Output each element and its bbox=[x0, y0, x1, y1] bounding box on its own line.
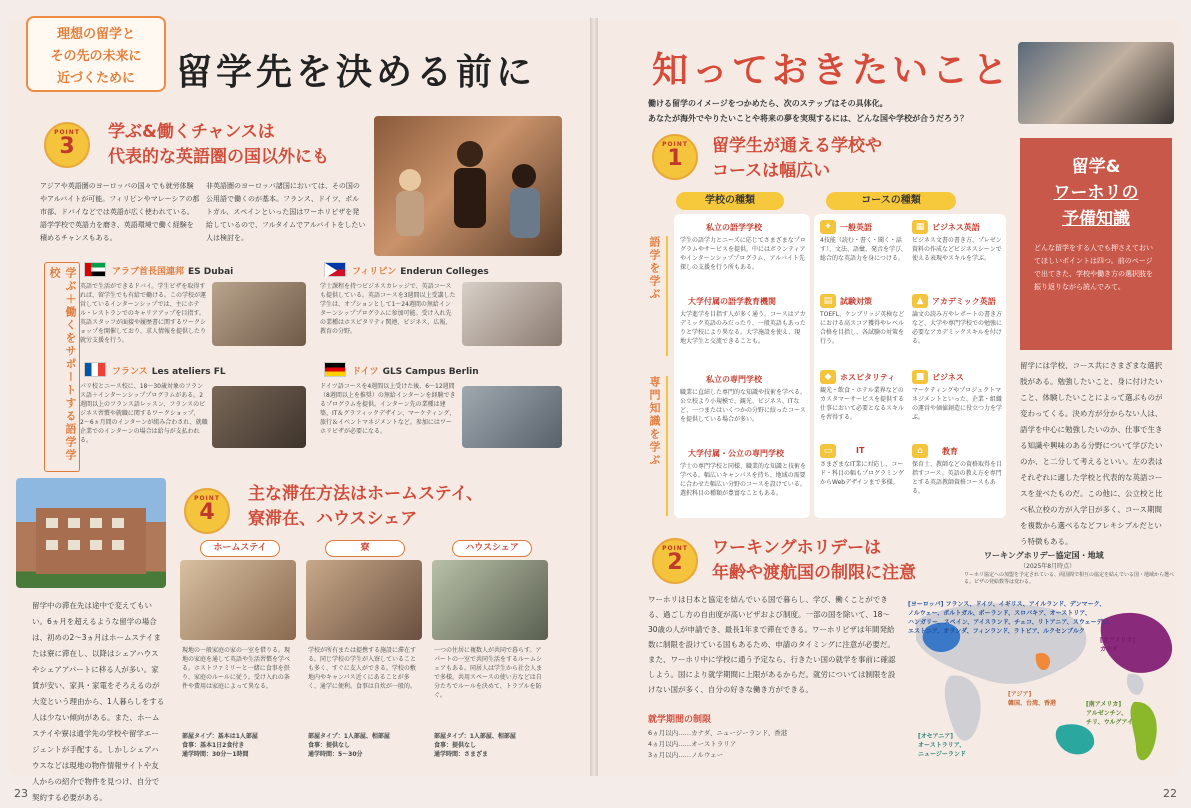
page-number-right: 22 bbox=[1163, 787, 1177, 800]
section-tag: 理想の留学と その先の未来に 近づくために bbox=[26, 16, 166, 92]
briefcase-icon: ■ bbox=[912, 370, 928, 384]
map-title: ワーキングホリデー協定国・地域 bbox=[984, 551, 1104, 560]
course-business-desc: マーケティングやプロジェクトマネジメントといった、企業・組織の運営や価値創造に役立つ力を学ぶ。 bbox=[912, 387, 1003, 421]
houseshare-details: 部屋タイプ：1人部屋、相部屋 食事：提供なし 通学時間：さまざま bbox=[434, 733, 516, 758]
point-2-heading: ワーキングホリデーは 年齢や渡航国の制限に注意 bbox=[712, 538, 916, 583]
point-4-heading: 主な滞在方法はホームステイ、 寮滞在、ハウスシェア bbox=[248, 484, 483, 529]
building-icon: ▦ bbox=[912, 220, 928, 234]
page-number-left: 23 bbox=[14, 787, 28, 800]
course-business-english-desc: ビジネス文書の書き方、プレゼン資料の作成などビジネスシーンで使える表現やスキルを学ぶ。 bbox=[912, 237, 1002, 262]
side-label-professional: 専門知識を学ぶ bbox=[646, 376, 668, 516]
school-type-university-language: 大学付属の語学教育機関 bbox=[688, 297, 776, 306]
point-3-heading: 学ぶ&働くチャンスは 代表的な英語圏の国以外にも bbox=[108, 122, 329, 167]
side-label-language: 語学を学ぶ bbox=[646, 236, 668, 356]
south-america-region bbox=[1131, 702, 1157, 760]
study-limit-title: 就学期間の制限 bbox=[648, 715, 712, 725]
ateliers-photo bbox=[212, 386, 306, 448]
school-type-private-language: 私立の語学学校 bbox=[706, 223, 762, 232]
south-america-label: [南アメリカ] アルゼンチン、 チリ、ウルグアイ bbox=[1086, 701, 1133, 726]
point-3-badge: POINT 3 bbox=[44, 122, 90, 168]
school-type-public-vocational: 大学付属・公立の専門学校 bbox=[688, 449, 784, 458]
school-type-private-vocational-desc: 職業に直結した専門的な知識や技術を学べる。公立校より小規模で、観光、ビジネス、ITなど、一つまたはいくつかの分野に絞ったコースを提供している場合が多い。 bbox=[680, 389, 807, 423]
school-type-private-vocational: 私立の専門学校 bbox=[706, 375, 762, 384]
homestay-photo bbox=[180, 560, 296, 640]
oceania-label: [オセアニア] オーストラリア、 ニュージーランド bbox=[918, 733, 966, 758]
course-academic-english-desc: 論文の読み方やレポートの書き方など、大学や専門学校での勉強に必要なアカデミックスキルを付ける。 bbox=[912, 311, 1003, 345]
course-test-prep: 試験対策 bbox=[840, 297, 872, 306]
monitor-icon: ▭ bbox=[820, 444, 836, 458]
asia-label: [アジア] 韓国、台湾、香港 bbox=[1008, 691, 1057, 707]
school-types-header: 学校の種類 bbox=[676, 192, 784, 210]
building-art bbox=[16, 478, 166, 588]
homestay-desc: 現地の一般家庭の家の一室を借りる。現地の家庭を通して英語や生活習慣を学べる。ホストファミリーと一緒に食事を摂り、家庭のルールに従う。受け入れの条件や費用は家庭によって異なる。 bbox=[182, 647, 291, 690]
school-ateliers-desc: パリ校とニース校に、18〜30歳対象のフランス語＋インターンシッププログラムがある。2週間以上のフランス語レッスン、フランスのビジネス習慣や就職に関するワークショップ、2〜6ヵ月間のインターンが組み合わされ、就職企業でのインターンの場合は給与が支払われる。 bbox=[80, 383, 208, 444]
australia-region bbox=[1056, 724, 1094, 754]
uae-flag-icon bbox=[84, 262, 106, 277]
course-test-prep-desc: TOEFL、ケンブリッジ英検などにおける高スコア獲得やレベル合格を目指し、各試験の対策を行う。 bbox=[820, 311, 905, 345]
page-gutter bbox=[590, 18, 598, 776]
right-side-text: 留学には学校、コース共にさまざまな選択肢がある。勉強したいこと、身に付けたいこと、体験したいことによって選ぶものが変わってくる。決め方が分からない人は、語学を中心に勉強したいのか、仕事で生きる知識や興味のある分野について学びたいのか、と二分して考えるといい。左の表はそれぞれに適した学校と代表的な英語コースを並べたものだ。この他に、公立校と比べ私立校の方が入学日が多く、コース期間を複数から選べるなどフレキシブルだという特徴もある。 bbox=[1020, 361, 1163, 546]
apartment-building-photo bbox=[16, 478, 166, 588]
point-4-badge: POINT 4 bbox=[184, 488, 230, 534]
enderun-photo bbox=[462, 282, 562, 346]
school-es-dubai-desc: 英語で生活ができるドバイ。学生ビザを取得すれば、留学生でも有給で働ける。この学校が運営しているインターンシップでは、主にホテル・レストランでのキャリアアップを目指す。英語スタッフが面接や履歴書に関するワークショップを開催しており、求人情報を提供したり就労支援を行う。 bbox=[80, 283, 207, 344]
course-it-desc: さまざまなIT業に対応し、コード・科目の幅もプログラミングからWebデザインまで多様。 bbox=[820, 461, 904, 486]
point-2-badge: POINT 2 bbox=[652, 538, 698, 584]
map-date: （2025年8月時点） bbox=[1020, 563, 1076, 570]
point-4-text: 留学中の滞在先は途中で変えてもいい。6ヵ月を超えるような留学の場合は、初めの2〜3ヵ月はホームステイまたは寮に滞在し、以降はシェアハウスやシェアアパートに移る人が多い。家賃が安い、家具・家電をそろえるのが大変という理由から、1人暮らしをする人は少ない傾向がある。また、ホームステイや寮は通学先の学校や留学エージェントが手配する。しかしシェアハウスなどは現地の物件情報サイトや友人からの紹介で物件を見つけ、自分で契約する必要がある。 bbox=[32, 601, 165, 802]
course-education-desc: 保育士、教師などの資格取得を目指すコース。英語の教え方を専門とする英語教師資格コースもある。 bbox=[912, 461, 1003, 495]
homestay-details: 部屋タイプ：基本は1人部屋 食事：基本1日2食付き 通学時間：30分〜1時間 bbox=[182, 733, 258, 758]
school-type-public-vocational-desc: 学士の専門学校と同様、職業的な知識と技術を学べる。幅広いキャンパスを持ち、地域の需要に合わせた幅広い分野のコースを設けている。選択科目の種類が豊富なこともある。 bbox=[680, 463, 807, 497]
philippines-flag-icon bbox=[324, 262, 346, 277]
germany-flag-icon bbox=[324, 362, 346, 377]
students-group-photo bbox=[1018, 42, 1174, 124]
stay-houseshare-label: ハウスシェア bbox=[452, 540, 532, 557]
stay-dorm-label: 寮 bbox=[325, 540, 405, 557]
point-1-heading: 留学生が通える学校や コースは幅広い bbox=[712, 136, 882, 181]
prep-knowledge-badge: 留学& ワーホリの 予備知識 どんな留学をする人でも押さえておいてほしいポイントは四つ。前のページで出てきた、学校や働き方の選択肢を振り返りながら読んでみて。 bbox=[1020, 138, 1172, 350]
course-types-header: コースの種類 bbox=[826, 192, 956, 210]
dorm-details: 部屋タイプ：1人部屋、相部屋 食事：提供なし 通学時間：5〜30分 bbox=[308, 733, 390, 758]
school-type-university-language-desc: 大学進学を目指す人が多く通う。コースはアカデミック英語のみだったり、一般英語もあったりと学校により異なる。大学施設を使え、現地大学生と交流できることも。 bbox=[680, 311, 806, 345]
point-3-text-col1: アジアや英語圏のヨーロッパの国々でも就労体験やアルバイトが可能。フィリピンやマレーシアの都市部、ドバイなどでは英語が広く使われている。語学学校で英語力を磨き、英語環境で働く経験を積めるチャンスもある。 bbox=[40, 182, 200, 242]
course-academic-english: アカデミック英語 bbox=[932, 297, 996, 306]
dorm-photo bbox=[306, 560, 422, 640]
stay-homestay-label: ホームステイ bbox=[200, 540, 280, 557]
right-intro: 働ける留学のイメージをつかめたら、次のステップはその具体化。 あなたが海外でやりたいことや将来の夢を実現するには、どんな国や学校が合うだろう？ bbox=[648, 99, 968, 123]
cafe-workers-photo bbox=[374, 116, 562, 256]
course-hospitality-desc: 観光・飲食・ホテル業界などのカスタマーサービスを提供する仕事において必要となるスキルを習得する。 bbox=[820, 387, 905, 421]
school-gls-desc: ドイツ語コースを4週間以上受けた後、6〜12週間（8週間以上を推奨）の無給インターンを経験できるプログラムを提供。インターン先の業種は建築、IT＆グラフィックデザイン、マーケティング、旅行＆イベントマネジメントなど。参加にはワーホリビザが必要になる。 bbox=[320, 383, 456, 435]
page-title-right: 知っておきたいこと bbox=[652, 50, 1013, 91]
gls-photo bbox=[462, 386, 562, 448]
chat-icon: ✦ bbox=[820, 220, 836, 234]
document-icon: ▤ bbox=[820, 294, 836, 308]
schools-side-label: 学ぶ＋働くをサポートする語学学校 bbox=[44, 262, 80, 472]
houseshare-desc: 一つの住居に複数人が共同で暮らす。アパートの一室で共同生活をするルームシェアもある。同居人は学生から社会人まで多様。共用スペースの使い方などは自分たちでルールを決めて、トラブルを防ぐ。 bbox=[434, 647, 543, 699]
course-general-english: 一般英語 bbox=[840, 223, 872, 232]
course-hospitality: ホスピタリティ bbox=[840, 373, 896, 382]
school-enderun-title: フィリピン Enderun Colleges bbox=[352, 267, 489, 277]
course-it: IT bbox=[856, 446, 865, 455]
point-1-badge: POINT 1 bbox=[652, 134, 698, 180]
africa-shape bbox=[945, 675, 981, 740]
map-note: ワーホリ協定への加盟を予定されている、両国間で相互の協定を結んでいる国・地域から選べる。ビザの発給数等は変わる。 bbox=[964, 572, 1175, 585]
houseshare-photo bbox=[432, 560, 548, 640]
school-icon: ⌂ bbox=[912, 444, 928, 458]
flag-triangle bbox=[325, 263, 347, 278]
page-title-left: 留学先を決める前に bbox=[176, 52, 537, 93]
study-limit-list: 6ヵ月以内……カナダ、ニュージーランド、香港 4ヵ月以内……オーストラリア 3ヵ月以内……ノルウェー bbox=[648, 729, 788, 759]
course-business-english: ビジネス英語 bbox=[932, 223, 980, 232]
course-education: 教育 bbox=[942, 447, 958, 456]
bell-icon: ◆ bbox=[820, 370, 836, 384]
north-america-label: [北アメリカ] カナダ bbox=[1100, 637, 1136, 653]
mortarboard-icon: ▲ bbox=[912, 294, 928, 308]
cafe-photo-art bbox=[374, 116, 562, 256]
europe-label: [ヨーロッパ] フランス、ドイツ、イギリス、アイルランド、デンマーク、 ノルウェー、ポルトガル、ポーランド、スロバキア、オーストリア、 ハンガリー、スペイン、アイスランド、チェコ、リトアニア、スウェーデン、 エストニア、オランダ、フィンランド、ラトビア、ルクセンブルク bbox=[908, 601, 1114, 635]
course-business: ビジネス bbox=[932, 373, 964, 382]
school-enderun-desc: 学士課程を持つビジネスカレッジで、英語コースも提供している。英語コースを3週間以上受講した学生は、オプションとして1〜24週間の無給インターンシッププログラムに参加可能。受け入れ先の業種はホスピタリティ関連、ビジネス、広報、教育の分野。 bbox=[320, 283, 456, 335]
point-3-text-col2: 非英語圏のヨーロッパ諸国においては、その国の公用語で働くのが基本。フランス、ドイツ、ポルトガル、スペインといった国はワーホリビザを発給しているので、フルタイムでアルバイトをしたい人は検討を。 bbox=[206, 182, 366, 242]
school-gls-title: ドイツ GLS Campus Berlin bbox=[352, 367, 479, 377]
point-2-text: ワーホリは日本と協定を結んでいる国で暮らし、学び、働くことができる、過ごし方の自由度が高いビザおよび制度。一部の国を除いて、18〜30歳の人が申請でき、最長1年まで滞在できる。ワーホリビザは年間発給数に制限を設けている国もあるため、申請のタイミングに注意が必要だ。また、ワーホリ中に学校に通う予定なら、行きたい国の就学を事前に確認しよう。国により就学期間に上限があるからだ。就労については制限を設けない国が多く、自分の好きな働き方ができる。 bbox=[648, 595, 896, 694]
es-dubai-photo bbox=[212, 282, 306, 346]
school-es-dubai-title: アラブ首長国連邦 ES Dubai bbox=[112, 267, 234, 277]
france-flag-icon bbox=[84, 362, 106, 377]
dorm-desc: 学校が所有または提携する施設に滞在する。同じ学校の学生が入寮していることも多く、すぐに友人ができる。学校の敷地内やキャンパス近くにあることが多く、通学に便利。食事は自炊が一般的。 bbox=[308, 647, 417, 690]
north-america-south-shape bbox=[1127, 674, 1144, 695]
school-ateliers-title: フランス Les ateliers FL bbox=[112, 367, 226, 377]
course-general-english-desc: 4技能（読む・書く・聞く・話す）、文法、語彙、発音を学び、総合的な英語力を身につける。 bbox=[820, 237, 907, 262]
school-type-private-language-desc: 学生の語学力とニーズに応じてさまざまなプログラムやサービスを提供。中にはボランティアやインターンシッププログラム、アルバイト先探しの支援を行う所もある。 bbox=[680, 237, 806, 271]
